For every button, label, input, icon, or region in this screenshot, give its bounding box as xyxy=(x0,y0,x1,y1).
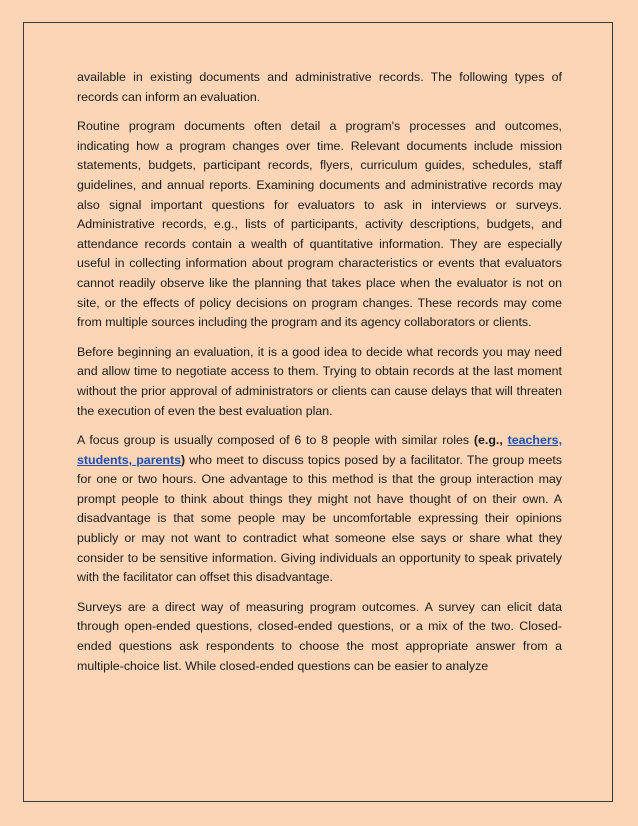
roles-link[interactable]: teachers, students, parents xyxy=(77,433,563,467)
document-body xyxy=(77,68,562,686)
paragraph-records-access: Before beginning an evaluation, it is a good idea to decide what records you may need and allow time to negotiate access to them. Trying to obtain records at the last moment without the prior approval of administrators or clients can cause delays that will threaten the execution of even the best evaluation plan. xyxy=(77,344,562,418)
paragraph-focus-group xyxy=(77,431,562,588)
focus-group-text-start: A focus group is usually composed of 6 to 8 people with similar roles xyxy=(77,433,474,448)
focus-group-eg-close: ) xyxy=(181,452,186,467)
focus-group-eg: (e.g., xyxy=(473,433,508,448)
paragraph-records-intro: available in existing documents and administrative records. The following types of records can inform an evaluation. xyxy=(77,70,562,104)
paragraph-surveys: Surveys are a direct way of measuring program outcomes. A survey can elicit data through open-ended questions, closed-ended questions, or a mix of the two. Closed-ended questions ask respondents to choose the most appropriate answer from a multiple-choice list. While closed-ended questions can be easier to analyze xyxy=(77,599,562,673)
focus-group-text-end: who meet to discuss topics posed by a facilitator. The group meets for one or two hours. One advantage to this method is that the group interaction may prompt people to think about things they might not have thought of on their own. A disadvantage is that some people may be uncomfortable expressing their opinions publicly or may not want to contradict what someone else says or share what they consider to be sensitive information. Giving individuals an opportunity to speak privately with the facilitator can offset this disadvantage. xyxy=(77,452,562,585)
paragraph-program-documents: Routine program documents often detail a program's processes and outcomes, indicating how a program changes over time. Relevant documents include mission statements, budgets, participant records, flyers, curriculum guides, schedules, staff guidelines, and annual reports. Examining documents and administrative records may also signal important questions for evaluators to ask in interviews or surveys. Administrative records, e.g., lists of participants, activity descriptions, budgets, and attendance records contain a wealth of quantitative information. They are especially useful in collecting information about program characteristics or events that evaluators cannot readily observe like the planning that takes place when the evaluator is not on site, or the effects of policy decisions on program changes. These records may come from multiple sources including the program and its agency collaborators or clients. xyxy=(77,119,562,330)
